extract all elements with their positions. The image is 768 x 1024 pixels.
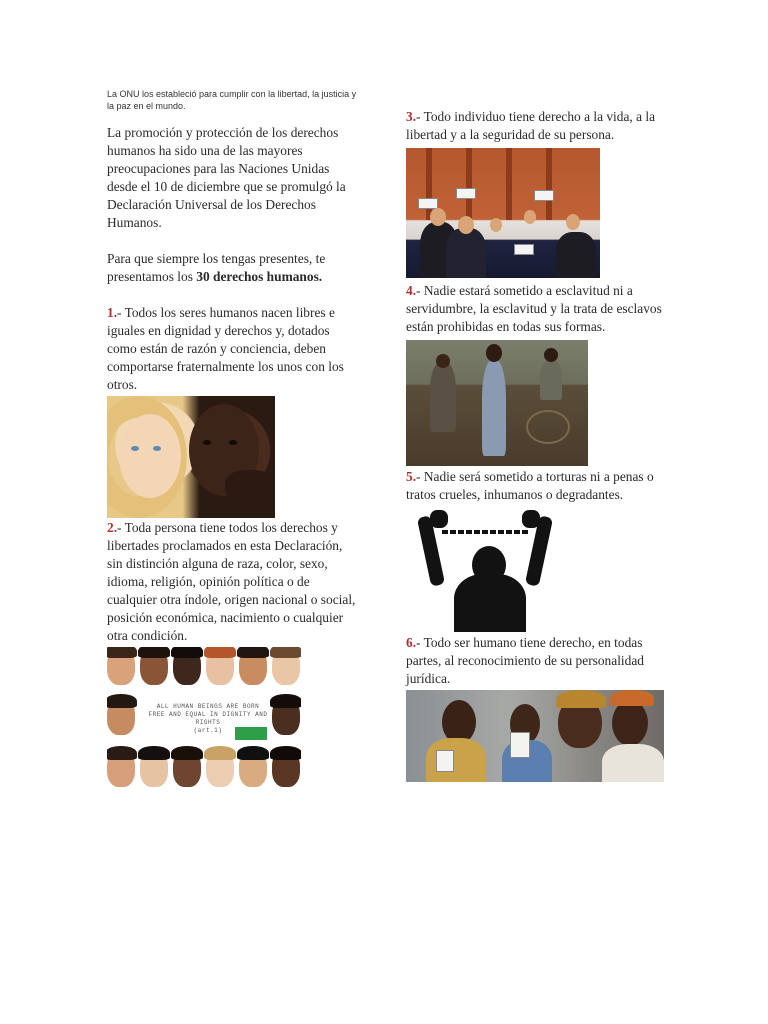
right-column: [406, 108, 668, 782]
right-text: - Nadie será sometido a torturas ni a penas o tratos crueles, inhumanos o degradantes.: [406, 469, 654, 502]
right-number: 6.: [406, 635, 417, 650]
right-5: [406, 468, 668, 504]
document-subtitle: La ONU los estableció para cumplir con la libertad, la justicia y la paz en el mundo.: [107, 89, 357, 111]
right-number: 2.: [107, 520, 118, 535]
conference-photo: [406, 148, 600, 278]
intro-paragraph: La promoción y protección de los derechos humanos ha sido una de las mayores preocupaciones para las Naciones Unidas desde el 10 de diciembre que se promulgó la Declaración Universal de los Derechos Humanos.: [107, 125, 346, 230]
right-text: - Todo ser humano tiene derecho, en todas partes, al reconocimiento de su personalidad jurídica.: [406, 635, 644, 686]
intro-paragraph-2: [107, 250, 359, 286]
right-3: [406, 108, 668, 144]
intro-text: Para que siempre los tengas presentes, te presentamos los: [107, 251, 326, 284]
right-number: 5.: [406, 469, 417, 484]
intro-bold: 30 derechos humanos.: [196, 269, 323, 284]
right-2: [107, 519, 359, 645]
right-text: - Todos los seres humanos nacen libres e iguales en dignidad y derechos y, dotados como están de razón y conciencia, deben comportarse fraternalmente los unos con los otros.: [107, 305, 344, 392]
right-6: [406, 634, 668, 688]
green-logo-tag: [235, 727, 267, 740]
women-id-cards-photo: [406, 690, 664, 782]
right-number: 1.: [107, 305, 118, 320]
poster-line-2: FREE AND EQUAL IN DIGNITY AND RIGHTS: [148, 711, 268, 726]
right-text: - Nadie estará sometido a esclavitud ni a servidumbre, la esclavitud y la trata de esclavos están prohibidas en todas sus formas.: [406, 283, 662, 334]
poster-line-3: (art.1): [193, 727, 223, 734]
child-labor-photo: [406, 340, 588, 466]
left-column: [107, 88, 359, 791]
children-photo: [107, 396, 275, 518]
right-text: - Toda persona tiene todos los derechos y libertades proclamados en esta Declaración, sin distinción alguna de raza, color, sexo, idioma, religión, opinión política o de cualquier otra índole, origen nacional o social, posición económica, nacimiento o cualquier otra condición.: [107, 520, 356, 643]
right-1: [107, 304, 359, 394]
right-4: [406, 282, 668, 336]
right-number: 3.: [406, 109, 417, 124]
right-number: 4.: [406, 283, 417, 298]
right-text: - Todo individuo tiene derecho a la vida, a la libertad y a la seguridad de su persona.: [406, 109, 656, 142]
chained-hands-image: [406, 510, 562, 632]
faces-poster-image: [107, 647, 301, 791]
poster-line-1: ALL HUMAN BEINGS ARE BORN: [156, 703, 260, 710]
